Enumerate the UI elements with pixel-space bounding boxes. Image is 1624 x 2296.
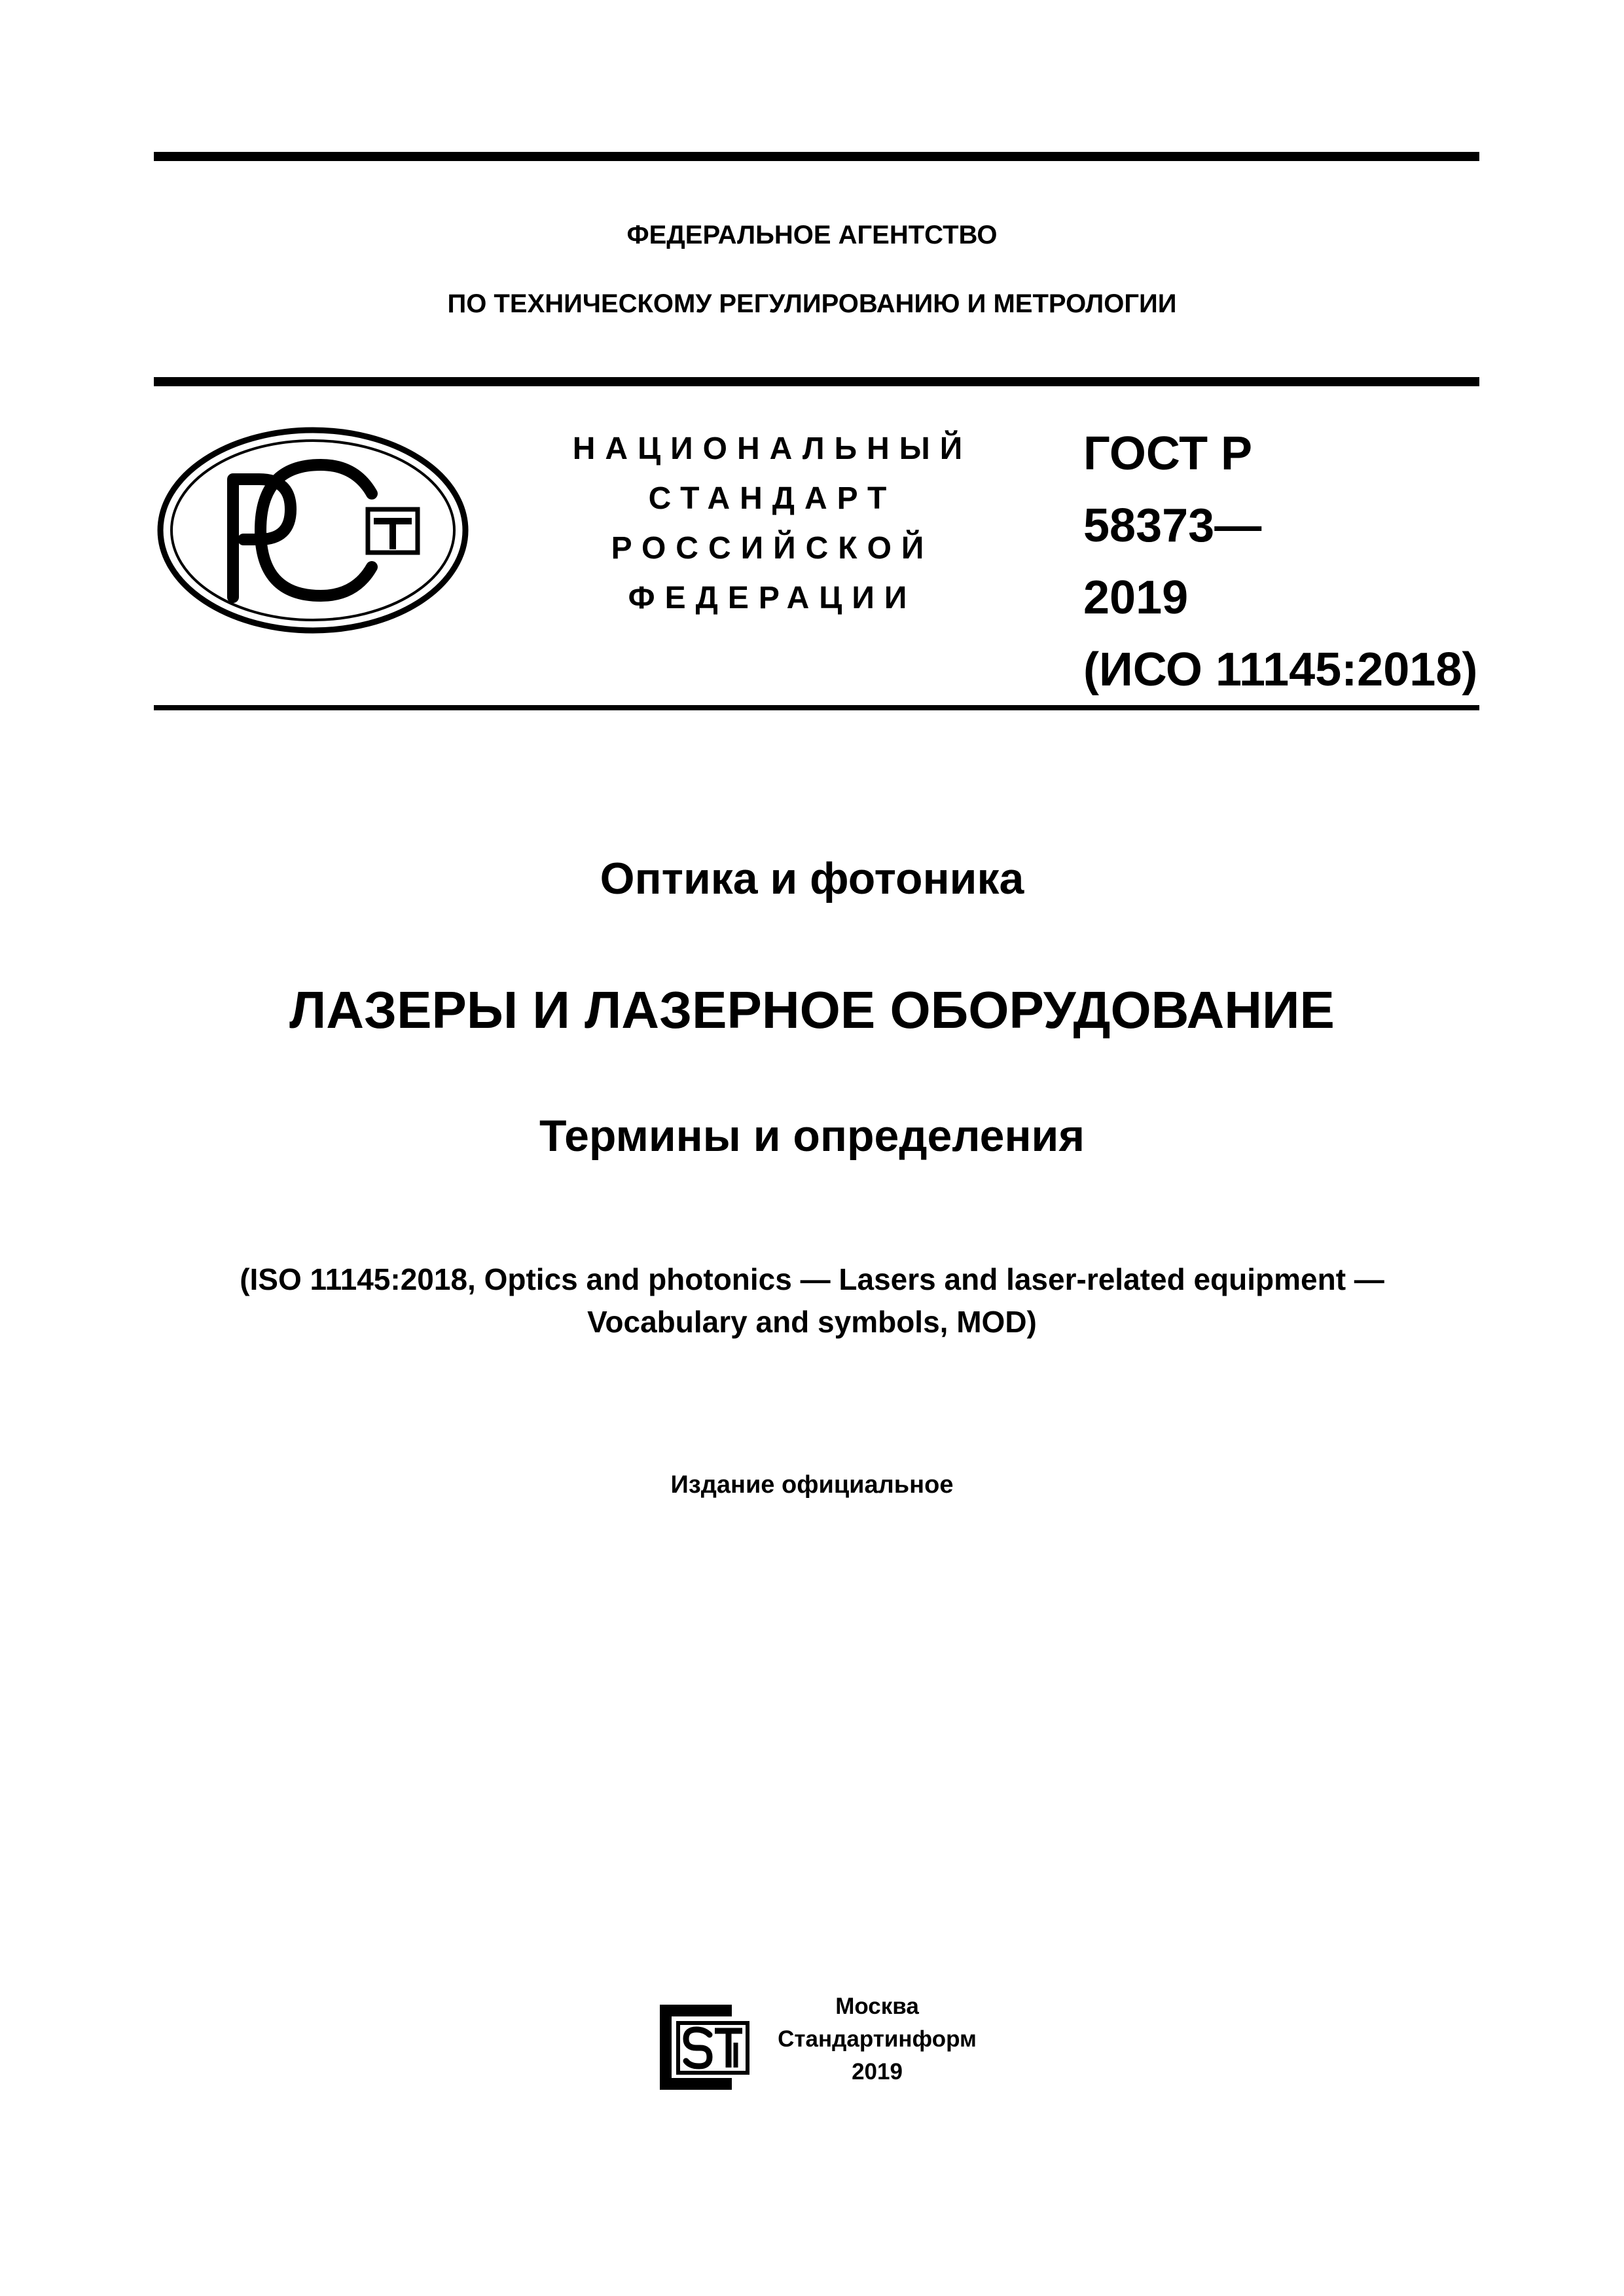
standartinform-logo-icon bbox=[655, 1997, 753, 2095]
standard-block-rule bbox=[154, 705, 1479, 710]
standard-number-line: ГОСТ Р bbox=[1083, 428, 1253, 480]
standard-number-line: 58373— bbox=[1083, 500, 1262, 552]
standard-type-line: НАЦИОНАЛЬНЫЙ bbox=[572, 431, 973, 466]
standard-number-line: 2019 bbox=[1083, 572, 1189, 624]
standard-type bbox=[550, 424, 995, 623]
standard-type-line: РОССИЙСКОЙ bbox=[611, 531, 934, 566]
standard-type-line: ФЕДЕРАЦИИ bbox=[628, 581, 917, 615]
agency-name-line-1: ФЕДЕРАЛЬНОЕ АГЕНТСТВО bbox=[626, 221, 998, 249]
standard-number-line: (ИСО 11145:2018) bbox=[1083, 644, 1478, 696]
publisher-city: Москва bbox=[835, 1994, 919, 2019]
iso-reference-line-2: Vocabulary and symbols, MOD) bbox=[587, 1305, 1037, 1339]
publication-year: 2019 bbox=[852, 2059, 903, 2085]
edition-label: Издание официальное bbox=[670, 1471, 954, 1499]
document-title: ЛАЗЕРЫ И ЛАЗЕРНОЕ ОБОРУДОВАНИЕ bbox=[289, 981, 1335, 1039]
publisher-name: Стандартинформ bbox=[778, 2026, 977, 2052]
field-title: Оптика и фотоника bbox=[600, 854, 1024, 903]
iso-reference bbox=[0, 1258, 1624, 1343]
document-subtitle: Термины и определения bbox=[539, 1111, 1085, 1161]
header-divider-rule bbox=[154, 377, 1479, 386]
top-rule bbox=[154, 152, 1479, 161]
rst-logo-icon bbox=[156, 426, 470, 635]
standard-number bbox=[1083, 418, 1476, 706]
standard-type-line: СТАНДАРТ bbox=[648, 481, 897, 516]
iso-reference-line-1: (ISO 11145:2018, Optics and photonics — Lasers and laser-related equipment — bbox=[240, 1262, 1384, 1296]
publisher-info bbox=[766, 1990, 988, 2088]
agency-name-line-2: ПО ТЕХНИЧЕСКОМУ РЕГУЛИРОВАНИЮ И МЕТРОЛОГИИ bbox=[447, 289, 1177, 318]
